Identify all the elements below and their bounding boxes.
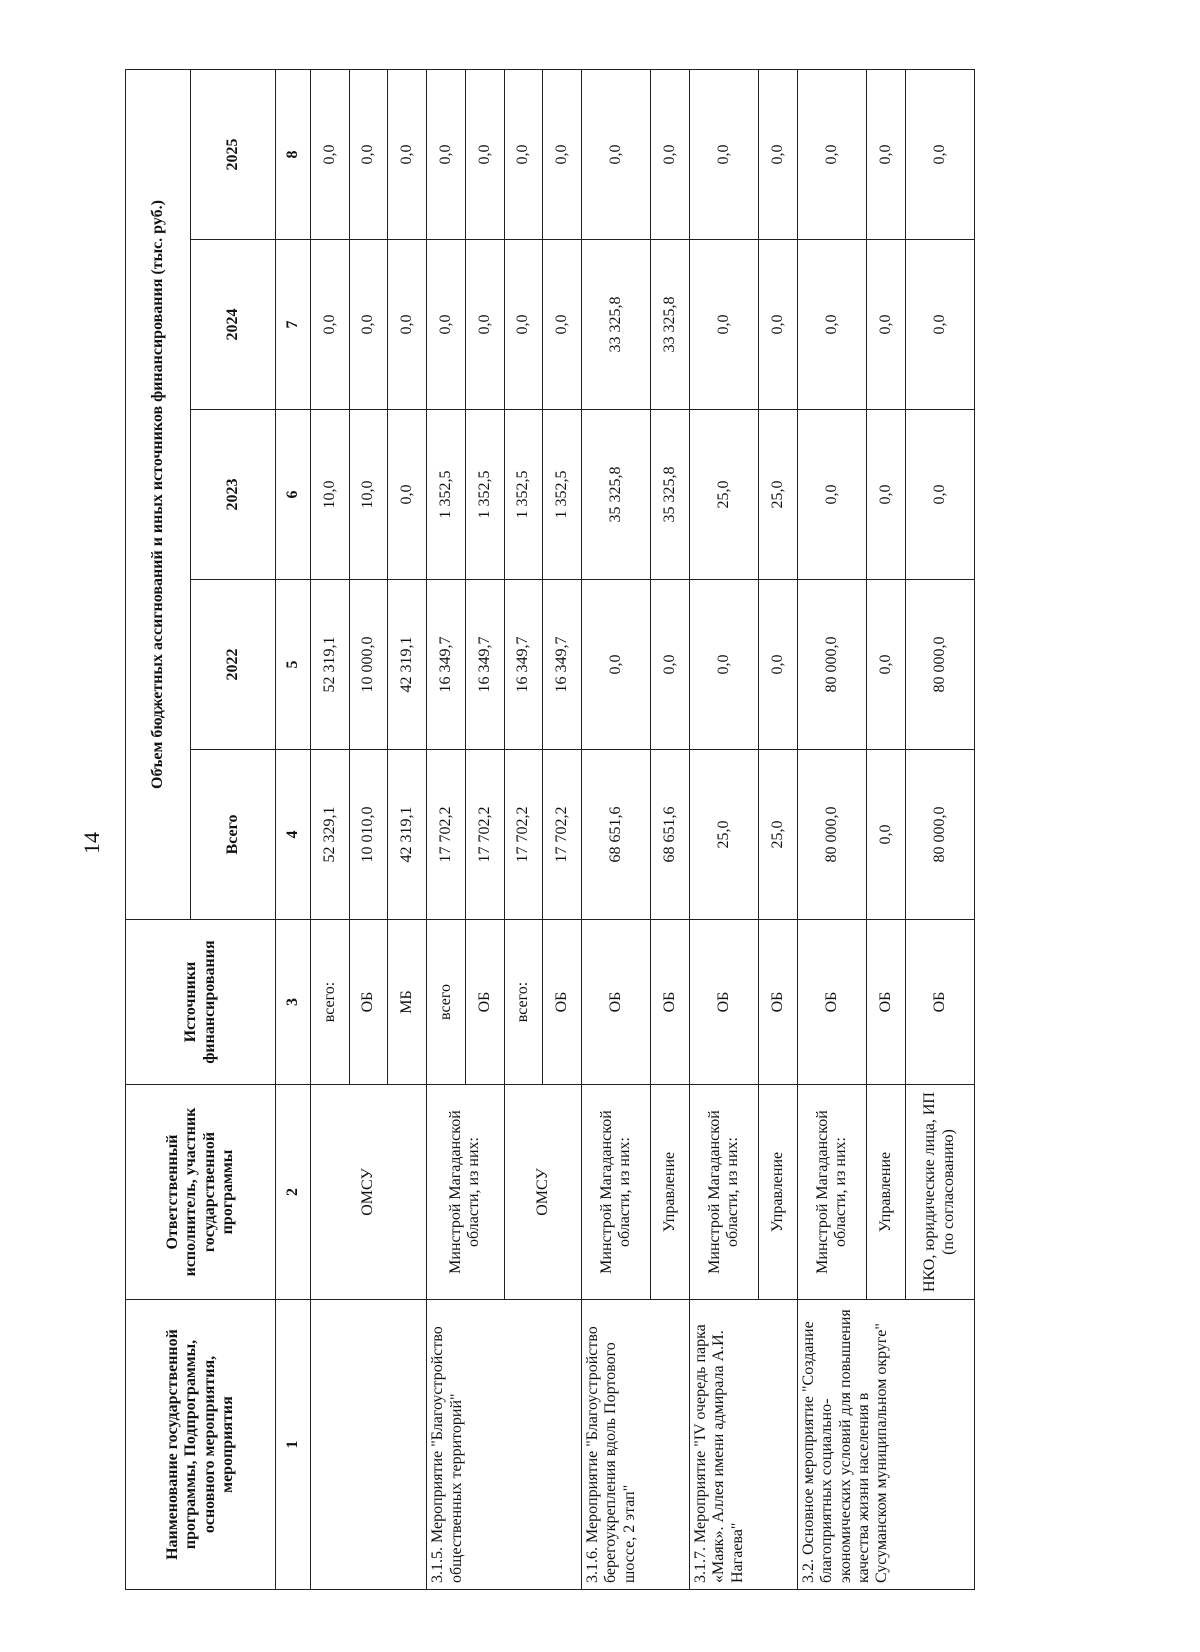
index-cell: 2: [276, 1085, 311, 1300]
y2025-cell: 0,0: [388, 69, 427, 239]
source-cell: всего: [427, 920, 466, 1085]
total-cell: 80 000,0: [905, 750, 974, 920]
total-cell: 52 329,1: [311, 750, 350, 920]
y2025-cell: 0,0: [349, 69, 388, 239]
y2023-cell: 0,0: [866, 410, 905, 580]
y2022-cell: 10 000,0: [349, 580, 388, 750]
y2025-cell: 0,0: [504, 69, 543, 239]
y2023-cell: 0,0: [388, 410, 427, 580]
y2023-cell: 35 325,8: [582, 410, 651, 580]
y2024-cell: 0,0: [689, 240, 758, 410]
source-cell: МБ: [388, 920, 427, 1085]
executor-cell: Минстрой Магаданской области, из них:: [689, 1085, 758, 1300]
index-cell: 7: [276, 240, 311, 410]
total-cell: 42 319,1: [388, 750, 427, 920]
source-cell: ОБ: [689, 920, 758, 1085]
source-cell: ОБ: [349, 920, 388, 1085]
y2023-cell: 0,0: [797, 410, 866, 580]
source-cell: ОБ: [759, 920, 798, 1085]
row-name-cell: 3.1.7. Мероприятие "IV очередь парка «Маяк». Аллея имени адмирала А.И. Нагаева": [689, 1300, 797, 1590]
y2023-cell: 1 352,5: [504, 410, 543, 580]
financing-table: [125, 69, 975, 1590]
y2023-cell: 1 352,5: [543, 410, 582, 580]
y2024-cell: 0,0: [388, 240, 427, 410]
y2022-cell: 0,0: [651, 580, 690, 750]
y2025-cell: 0,0: [905, 69, 974, 239]
row-name-cell: [311, 1300, 427, 1590]
total-cell: 17 702,2: [465, 750, 504, 920]
y2022-cell: 16 349,7: [543, 580, 582, 750]
y2022-cell: 80 000,0: [905, 580, 974, 750]
rotated-table-container: [125, 70, 975, 1590]
total-cell: 25,0: [689, 750, 758, 920]
total-cell: 0,0: [866, 750, 905, 920]
y2022-cell: 0,0: [582, 580, 651, 750]
page-number: 14: [79, 832, 104, 854]
total-cell: 17 702,2: [543, 750, 582, 920]
executor-cell: Минстрой Магаданской области, из них:: [582, 1085, 651, 1300]
y2023-cell: 1 352,5: [427, 410, 466, 580]
y2024-cell: 0,0: [465, 240, 504, 410]
y2022-cell: 80 000,0: [797, 580, 866, 750]
y2024-cell: 0,0: [759, 240, 798, 410]
header-financing-group: Объем бюджетных ассигнований и иных источников финансирования (тыс. руб.): [126, 69, 191, 919]
header-2023: 2023: [191, 410, 276, 580]
index-cell: 1: [276, 1300, 311, 1590]
y2023-cell: 25,0: [689, 410, 758, 580]
row-name-cell: 3.1.5. Мероприятие "Благоустройство общественных территорий": [427, 1300, 582, 1590]
y2023-cell: 25,0: [759, 410, 798, 580]
table-row: [797, 69, 866, 1589]
index-cell: 3: [276, 920, 311, 1085]
y2025-cell: 0,0: [427, 69, 466, 239]
header-2025: 2025: [191, 69, 276, 239]
y2022-cell: 42 319,1: [388, 580, 427, 750]
executor-cell: Управление: [866, 1085, 905, 1300]
y2025-cell: 0,0: [651, 69, 690, 239]
executor-cell: Минстрой Магаданской области, из них:: [797, 1085, 866, 1300]
total-cell: 17 702,2: [504, 750, 543, 920]
index-cell: 8: [276, 69, 311, 239]
y2024-cell: 0,0: [543, 240, 582, 410]
y2023-cell: 10,0: [349, 410, 388, 580]
y2025-cell: 0,0: [797, 69, 866, 239]
table-row: [311, 69, 350, 1589]
y2022-cell: 0,0: [866, 580, 905, 750]
y2022-cell: 16 349,7: [465, 580, 504, 750]
y2024-cell: 33 325,8: [582, 240, 651, 410]
y2025-cell: 0,0: [311, 69, 350, 239]
header-2022: 2022: [191, 580, 276, 750]
y2022-cell: 0,0: [689, 580, 758, 750]
source-cell: всего:: [504, 920, 543, 1085]
source-cell: ОБ: [866, 920, 905, 1085]
y2025-cell: 0,0: [759, 69, 798, 239]
index-cell: 6: [276, 410, 311, 580]
total-cell: 25,0: [759, 750, 798, 920]
y2022-cell: 0,0: [759, 580, 798, 750]
y2025-cell: 0,0: [465, 69, 504, 239]
source-cell: ОБ: [543, 920, 582, 1085]
total-cell: 17 702,2: [427, 750, 466, 920]
table-row: [689, 69, 758, 1589]
y2023-cell: 10,0: [311, 410, 350, 580]
source-cell: ОБ: [797, 920, 866, 1085]
table-row: [582, 69, 651, 1589]
y2025-cell: 0,0: [866, 69, 905, 239]
y2023-cell: 1 352,5: [465, 410, 504, 580]
y2024-cell: 0,0: [427, 240, 466, 410]
executor-cell: НКО, юридические лица, ИП (по согласованию): [905, 1085, 974, 1300]
y2025-cell: 0,0: [543, 69, 582, 239]
y2025-cell: 0,0: [582, 69, 651, 239]
index-row: [276, 69, 311, 1589]
y2023-cell: 35 325,8: [651, 410, 690, 580]
y2022-cell: 16 349,7: [427, 580, 466, 750]
total-cell: 10 010,0: [349, 750, 388, 920]
total-cell: 80 000,0: [797, 750, 866, 920]
index-cell: 5: [276, 580, 311, 750]
y2024-cell: 0,0: [311, 240, 350, 410]
header-name: Наименование государственной программы, Подпрограммы, основного мероприятия, мероприятия: [126, 1300, 276, 1590]
executor-cell: Минстрой Магаданской области, из них:: [427, 1085, 504, 1300]
executor-cell: Управление: [651, 1085, 690, 1300]
header-total: Всего: [191, 750, 276, 920]
y2024-cell: 33 325,8: [651, 240, 690, 410]
table-row: [427, 69, 466, 1589]
source-cell: ОБ: [905, 920, 974, 1085]
executor-cell: Управление: [759, 1085, 798, 1300]
header-source: Источники финансирования: [126, 920, 276, 1085]
source-cell: ОБ: [651, 920, 690, 1085]
y2023-cell: 0,0: [905, 410, 974, 580]
y2024-cell: 0,0: [905, 240, 974, 410]
executor-cell: ОМСУ: [311, 1085, 427, 1300]
row-name-cell: 3.2. Основное мероприятие "Создание благоприятных социально-экономических условий для повышения качества жизни населения в Сусуманском муниципальном округе": [797, 1300, 974, 1590]
source-cell: всего:: [311, 920, 350, 1085]
y2024-cell: 0,0: [797, 240, 866, 410]
y2022-cell: 16 349,7: [504, 580, 543, 750]
executor-cell: ОМСУ: [504, 1085, 581, 1300]
index-cell: 4: [276, 750, 311, 920]
y2024-cell: 0,0: [866, 240, 905, 410]
source-cell: ОБ: [465, 920, 504, 1085]
y2022-cell: 52 319,1: [311, 580, 350, 750]
y2025-cell: 0,0: [689, 69, 758, 239]
source-cell: ОБ: [582, 920, 651, 1085]
y2024-cell: 0,0: [349, 240, 388, 410]
header-executor: Ответственный исполнитель, участник государственной программы: [126, 1085, 276, 1300]
total-cell: 68 651,6: [651, 750, 690, 920]
total-cell: 68 651,6: [582, 750, 651, 920]
header-2024: 2024: [191, 240, 276, 410]
row-name-cell: 3.1.6. Мероприятие "Благоустройство берегоукрепления вдоль Портового шоссе, 2 этап": [582, 1300, 690, 1590]
y2024-cell: 0,0: [504, 240, 543, 410]
